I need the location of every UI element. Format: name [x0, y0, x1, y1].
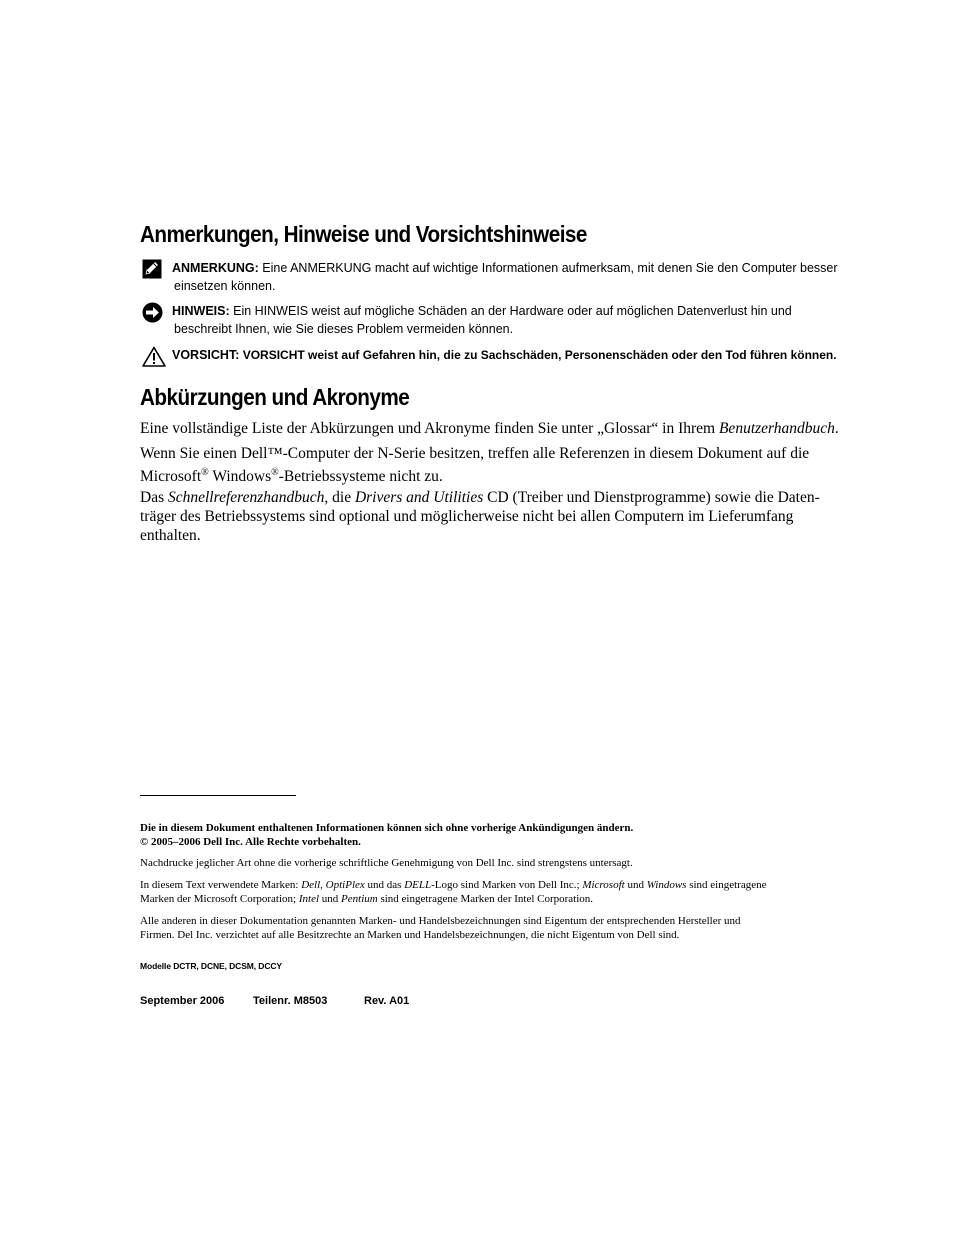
brand: Dell	[301, 879, 321, 891]
text: Die in diesem Dokument enthaltenen Informationen können sich ohne vorherige Ankündigungen ändern.	[140, 822, 634, 834]
text: , die	[324, 489, 355, 506]
note-text: Ein HINWEIS weist auf mögliche Schäden an der Hardware oder auf möglichen Datenverlust hin und	[229, 304, 792, 318]
note-anmerkung	[140, 259, 845, 295]
text: und	[624, 879, 647, 891]
text: Microsoft	[140, 468, 202, 486]
note-label: HINWEIS:	[172, 304, 230, 318]
brand: Windows	[646, 879, 687, 891]
note-vorsicht	[140, 346, 845, 364]
text: CD (Treiber und Dienstprogramme) sowie die Daten-	[483, 489, 820, 506]
part-number: Teilenr. M8503	[253, 995, 328, 1007]
registered-mark: ®	[271, 467, 279, 478]
model-numbers: Modelle DCTR, DCNE, DCSM, DCCY	[140, 961, 282, 971]
text: -Logo sind Marken von Dell Inc.;	[431, 879, 583, 891]
footer-other-marks	[140, 914, 850, 942]
brand: Microsoft	[582, 879, 625, 891]
text: Eine vollständige Liste der Abkürzungen und Akronyme finden Sie unter „Glossar“ in Ihrem	[140, 420, 719, 437]
doc-date: September 2006	[140, 995, 225, 1007]
note-text: Eine ANMERKUNG macht auf wichtige Informationen aufmerksam, mit denen Sie den Computer besser	[258, 261, 838, 275]
revision: Rev. A01	[364, 995, 410, 1007]
note-label: ANMERKUNG:	[172, 261, 259, 275]
text: sind eingetragene Marken der Intel Corporation.	[377, 893, 594, 905]
footer-trademarks	[140, 878, 850, 906]
notice-arrow-icon	[142, 302, 164, 322]
text: Marken der Microsoft Corporation;	[140, 893, 299, 905]
footer-legal-notice	[140, 821, 850, 849]
text: träger des Betriebssystems sind optional und möglicherweise nicht bei allen Computern im Lieferumfang	[140, 508, 794, 525]
brand: Pentium	[341, 893, 378, 905]
brand: OptiPlex	[325, 879, 365, 891]
note-text: VORSICHT weist auf Gefahren hin, die zu Sachschäden, Personenschäden oder den Tod führen können.	[239, 348, 837, 362]
section-title-abbreviations: Abkürzungen und Akronyme	[140, 384, 410, 410]
footer-reprint: Nachdrucke jeglicher Art ohne die vorherige schriftliche Genehmigung von Dell Inc. sind strengstens untersagt.	[140, 857, 633, 869]
text: .	[834, 420, 839, 437]
brand: Intel	[298, 893, 320, 905]
text: Wenn Sie einen Dell™-Computer der N-Serie besitzen, treffen alle Referenzen in diesem Dokument auf die	[140, 445, 810, 462]
paragraph-n-series	[140, 444, 845, 486]
manual-title: Benutzerhandbuch	[718, 420, 835, 437]
footnote-rule	[140, 795, 296, 796]
text: -Betriebssysteme nicht zu.	[278, 468, 443, 486]
copyright: © 2005–2006 Dell Inc. Alle Rechte vorbehalten.	[140, 836, 361, 848]
brand: DELL	[404, 879, 432, 891]
text: ,	[320, 879, 326, 891]
paragraph-glossary	[140, 419, 845, 438]
text: Windows	[208, 468, 272, 486]
section-title-notes: Anmerkungen, Hinweise und Vorsichtshinweise	[140, 221, 587, 247]
registered-mark: ®	[201, 467, 209, 478]
text: sind eingetragene	[686, 879, 767, 891]
text: In diesem Text verwendete Marken:	[140, 879, 302, 891]
note-text-cont: beschreibt Ihnen, wie Sie dieses Problem vermeiden können.	[174, 322, 514, 336]
text: Alle anderen in dieser Dokumentation genannten Marken- und Handelsbezeichnungen sind Eigentum der entsprechenden Hersteller und	[140, 915, 741, 927]
cd-title: Drivers and Utilities	[354, 489, 484, 506]
paragraph-media	[140, 488, 845, 545]
note-text-cont: einsetzen können.	[174, 279, 276, 293]
text: enthalten.	[140, 527, 201, 544]
note-label: VORSICHT:	[172, 348, 240, 362]
text: Firmen. Del Inc. verzichtet auf alle Besitzrechte an Marken und Handelsbezeichnungen, die nicht Eigentum von Dell sind.	[140, 929, 680, 941]
text: und das	[364, 879, 405, 891]
doc-title: Schnellreferenzhandbuch	[167, 489, 325, 506]
pencil-note-icon	[142, 259, 164, 279]
caution-triangle-icon	[142, 346, 164, 366]
text: und	[319, 893, 342, 905]
text: Das	[140, 489, 168, 506]
note-hinweis	[140, 302, 845, 338]
